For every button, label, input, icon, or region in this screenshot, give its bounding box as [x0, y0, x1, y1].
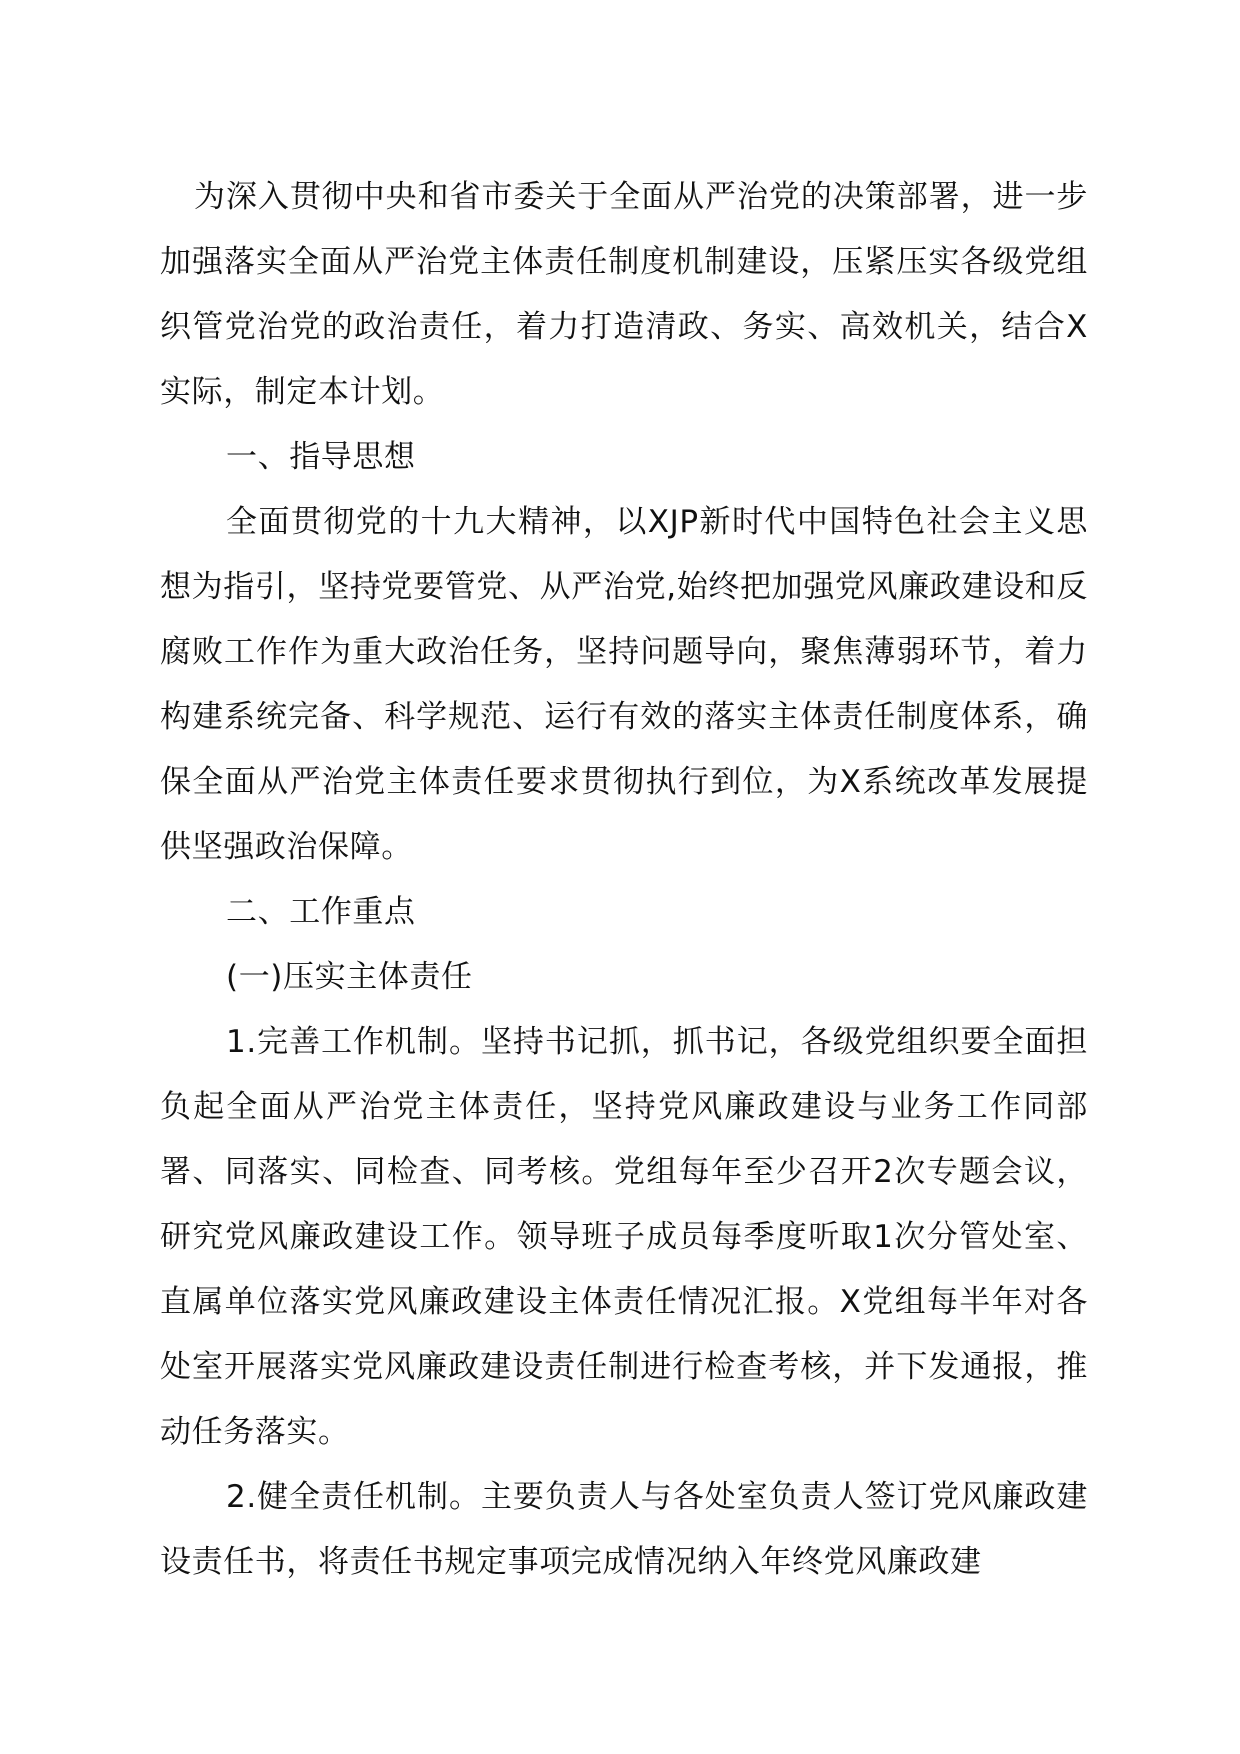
section-heading-work-focus: 二、工作重点 — [226, 894, 416, 930]
section-heading-guiding-ideology: 一、指导思想 — [226, 439, 416, 475]
subheading-main-responsibility: (一)压实主体责任 — [226, 959, 473, 995]
intro-paragraph: 为深入贯彻中央和省市委关于全面从严治党的决策部署，进一步加强落实全面从严治党主体责任制度机制建设，压紧压实各级党组织管党治党的政治责任，着力打造清政、务实、高效机关，结合X实际，制定本计划。 — [160, 179, 1088, 410]
guiding-ideology-paragraph: 全面贯彻党的十九大精神，以XJP新时代中国特色社会主义思想为指引，坚持党要管党、从严治党,始终把加强党风廉政建设和反腐败工作作为重大政治任务，坚持问题导向，聚焦薄弱环节，着力构建系统完备、科学规范、运行有效的落实主体责任制度体系，确保全面从严治党主体责任要求贯彻执行到位，为X系统改革发展提供坚强政治保障。 — [160, 504, 1088, 865]
item-improve-responsibility-mechanism: 2.健全责任机制。主要负责人与各处室负责人签订党风廉政建设责任书，将责任书规定事项完成情况纳入年终党风廉政建 — [160, 1479, 1088, 1580]
item-improve-work-mechanism: 1.完善工作机制。坚持书记抓，抓书记，各级党组织要全面担负起全面从严治党主体责任，坚持党风廉政建设与业务工作同部署、同落实、同检查、同考核。党组每年至少召开2次专题会议，研究党风廉政建设工作。领导班子成员每季度听取1次分管处室、直属单位落实党风廉政建设主体责任情况汇报。X党组每半年对各处室开展落实党风廉政建设责任制进行检查考核，并下发通报，推动任务落实。 — [160, 1024, 1088, 1450]
document-body — [160, 165, 1088, 1595]
